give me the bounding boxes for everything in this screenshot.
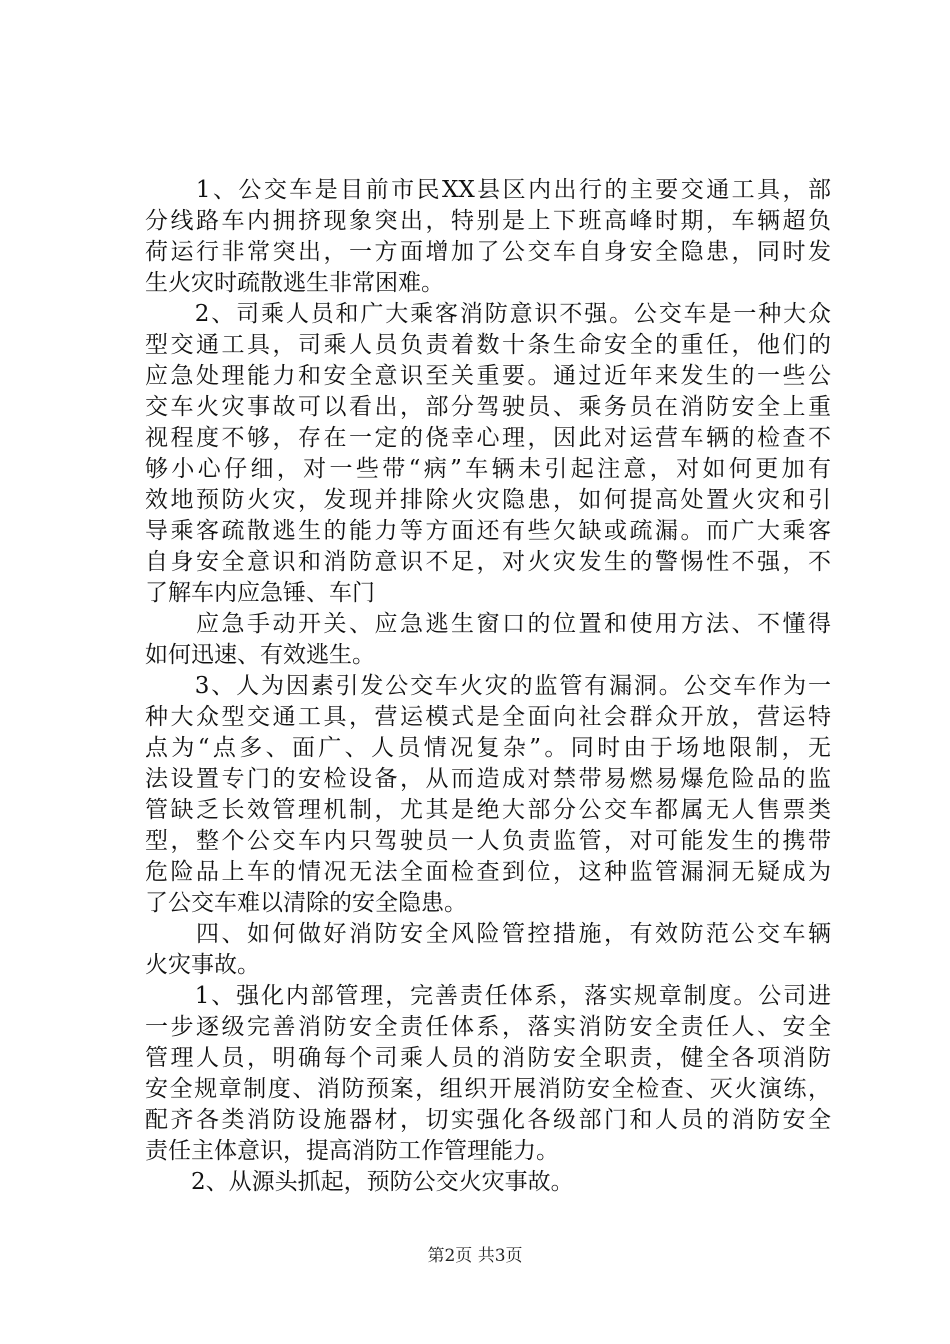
text-line: 安全规章制度、消防预案，组织开展消防安全检查、灭火演练， [145, 1076, 831, 1102]
text-line: 2、从源头抓起，预防公交火灾事故。 [145, 1169, 574, 1195]
text-line: 1、强化内部管理，完善责任体系，落实规章制度。公司进 [145, 983, 831, 1009]
text-line: 2、司乘人员和广大乘客消防意识不强。公交车是一种大众 [145, 301, 831, 327]
text-line: 3、人为因素引发公交车火灾的监管有漏洞。公交车作为一 [145, 673, 831, 699]
text-line: 了解车内应急锤、车门 [145, 580, 375, 606]
text-line: 荷运行非常突出，一方面增加了公交车自身安全隐患，同时发 [145, 239, 831, 265]
text-line: 生火灾时疏散逃生非常困难。 [145, 270, 444, 296]
text-line: 了公交车难以清除的安全隐患。 [145, 890, 467, 916]
text-line: 型，整个公交车内只驾驶员一人负责监管，对可能发生的携带 [145, 828, 831, 854]
page-number-footer: 第2页 共3页 [427, 1246, 523, 1266]
text-line: 视程度不够，存在一定的侥幸心理，因此对运营车辆的检查不 [145, 425, 831, 451]
text-line: 火灾事故。 [145, 952, 260, 978]
text-line: 配齐各类消防设施器材，切实强化各级部门和人员的消防安全 [145, 1107, 831, 1133]
text-line: 法设置专门的安检设备，从而造成对禁带易燃易爆危险品的监 [145, 766, 831, 792]
text-line: 一步逐级完善消防安全责任体系，落实消防安全责任人、安全 [145, 1014, 831, 1040]
text-line: 效地预防火灾，发现并排除火灾隐患，如何提高处置火灾和引 [145, 487, 831, 513]
text-line: 导乘客疏散逃生的能力等方面还有些欠缺或疏漏。而广大乘客 [145, 518, 831, 544]
text-line: 交车火灾事故可以看出，部分驾驶员、乘务员在消防安全上重 [145, 394, 831, 420]
text-line: 应急处理能力和安全意识至关重要。通过近年来发生的一些公 [145, 363, 831, 389]
text-line: 1、公交车是目前市民XX县区内出行的主要交通工具，部 [145, 177, 831, 203]
text-line: 种大众型交通工具，营运模式是全面向社会群众开放，营运特 [145, 704, 831, 730]
text-line: 如何迅速、有效逃生。 [145, 642, 375, 668]
text-line: 管理人员，明确每个司乘人员的消防安全职责，健全各项消防 [145, 1045, 831, 1071]
text-line: 点为“点多、面广、人员情况复杂”。同时由于场地限制，无 [145, 735, 831, 761]
text-line: 分线路车内拥挤现象突出，特别是上下班高峰时期，车辆超负 [145, 208, 831, 234]
text-line: 四、如何做好消防安全风险管控措施，有效防范公交车辆 [145, 921, 831, 947]
text-line: 危险品上车的情况无法全面检查到位，这种监管漏洞无疑成为 [145, 859, 831, 885]
text-line: 管缺乏长效管理机制，尤其是绝大部分公交车都属无人售票类 [145, 797, 831, 823]
text-line: 应急手动开关、应急逃生窗口的位置和使用方法、不懂得 [145, 611, 831, 637]
text-line: 够小心仔细，对一些带“病”车辆未引起注意，对如何更加有 [145, 456, 831, 482]
text-line: 型交通工具，司乘人员负责着数十条生命安全的重任，他们的 [145, 332, 831, 358]
text-line: 责任主体意识，提高消防工作管理能力。 [145, 1138, 559, 1164]
text-line: 自身安全意识和消防意识不足，对火灾发生的警惕性不强，不 [145, 549, 831, 575]
